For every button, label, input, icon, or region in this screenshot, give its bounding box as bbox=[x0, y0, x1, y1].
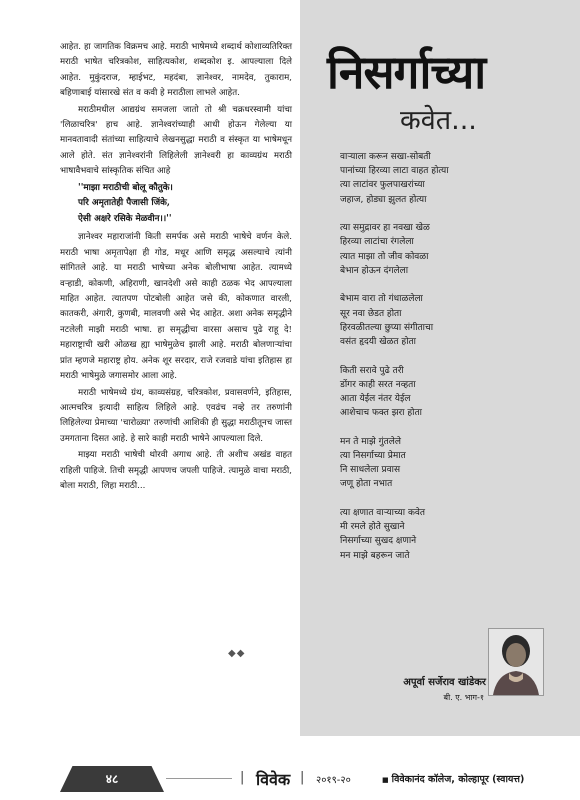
poem-line: त्या लाटांवर फुलपाखरांच्या bbox=[340, 180, 425, 191]
footer-separator: | bbox=[300, 770, 305, 785]
poem-stanza-6 bbox=[340, 506, 565, 563]
end-mark-icon: ◆◆ bbox=[228, 648, 246, 659]
magazine-year: २०१९-२० bbox=[316, 775, 351, 786]
author-name: अपूर्वा सर्जेराव खांडेकर bbox=[403, 677, 486, 688]
quoted-verse bbox=[78, 181, 292, 228]
poem-line: हिरव्या लाटांचा रंगलेला bbox=[340, 237, 414, 248]
poem-line: पानांच्या हिरव्या लाटा वाहत होत्या bbox=[340, 166, 449, 177]
poem-line: जणू होता नभात bbox=[340, 479, 393, 490]
article-paragraph-3: ज्ञानेश्वर महाराजांनी किती समर्पक असे मराठी भाषेचे वर्णन केले. मराठी भाषा अमृतापेक्षा ही गोड, मधूर आणि समृद्ध असल्याचे त्यांनी सांगितले आहे. या मराठी भाषेच्या अनेक बोलीभाषा आहेत. त्यामध्ये वऱ्हाडी, कोकणी, अहिराणी, खानदेशी असे काही ठळक भेद आपल्याला माहित आहेत. त्यातपण पोटबोली आहेत जसे की, कोकणात वारली, कातकरी, अंगारी, कुणबी, मालवणी असे भेद आहेत. अशा अनेक समृद्धीने नटलेली माझी मराठी भाषा. हा समृद्धीचा वारसा असाच पुढे राहू दे! महाराष्ट्राची खरी ओळख ह्या भाषेमुळेच झाली आहे. मराठी बोलणाऱ्यांचा प्रांत म्हणजे महाराष्ट्र होय. अनेक शूर सरदार, राजे रजवाडे यांचा इतिहास हा मराठी भाषेमुळे जगासमोर आला आहे. bbox=[60, 232, 292, 382]
poem-line: बेभाम वारा तो गंधाळलेला bbox=[340, 294, 423, 305]
article-paragraph-2: मराठीमधील आद्यग्रंथ समजला जातो तो श्री चक्रधरस्वामी यांचा 'लिळाचरित्र' हाच आहे. ज्ञानेश्वरांच्याही आधी होऊन गेलेल्या या मानवतावादी संतांच्या साहित्याचे लेखनसुद्धा मराठी व संस्कृत या भाषेमधून आले होते. संत ज्ञानेश्वरांनी लिहिलेली ज्ञानेश्वरी हा काव्यग्रंथ मराठी भाषावैभवाचे सांस्कृतिक संचित आहे bbox=[60, 104, 292, 177]
poem-line: सूर नवा छेडत होता bbox=[340, 308, 402, 319]
article-column bbox=[60, 40, 292, 495]
poem-line: निसर्गाच्या सुखद क्षणाने bbox=[340, 536, 417, 547]
college-label: विवेकानंद कॉलेज, कोल्हापूर (स्वायत्त) bbox=[391, 774, 525, 785]
poem-line: मन माझे बहरून जाते bbox=[340, 550, 410, 561]
article-paragraph-5: माझ्या मराठी भाषेची थोरवी अगाध आहे. ती अशीच अखंड वाहत राहिली पाहिजे. तिची समृद्धी आपणच जपली पाहिजे. त्यामुळे वाचा मराठी, बोला मराठी, लिहा मराठी... bbox=[60, 450, 292, 491]
poem-subtitle: कवेत... bbox=[400, 105, 477, 136]
footer-rule-left bbox=[166, 778, 232, 779]
poem-line: जहाज, होड्या झुलत होत्या bbox=[340, 194, 427, 205]
poem-line: त्यात माझा तो जीव कोवळा bbox=[340, 251, 429, 262]
verse-line-3: ऐसी अक्षरे रसिके मेळवीन।।'' bbox=[78, 213, 172, 224]
page-number: ४८ bbox=[105, 772, 119, 786]
poem-stanza-4 bbox=[340, 364, 565, 421]
author-class: बी. ए. भाग-१ bbox=[443, 693, 484, 702]
poem-line: डोंगर काही सरत नव्हता bbox=[340, 379, 416, 390]
poem-stanza-2 bbox=[340, 221, 565, 278]
article-paragraph-4: मराठी भाषेमध्ये ग्रंथ, काव्यसंग्रह, चरित्रकोश, प्रवासवर्णने, इतिहास, आत्मचरित्र इत्यादी साहित्य लिहिले आहे. एवढंच नव्हे तर तरुणांनी लिहिलेल्या प्रेमाच्या 'चारोळ्या' तरुणांची आशिकी ही सुद्धा मराठीतूनच जास्त उमगताना दिसत आहे. हे सारे काही मराठी भाषेने आपल्याला दिले. bbox=[60, 387, 292, 444]
poem-line: नि साधलेला प्रवास bbox=[340, 465, 401, 476]
poem-line: मी रमले होते सुखाने bbox=[340, 522, 405, 533]
poem-stanza-3 bbox=[340, 292, 565, 349]
article-paragraph-1: आहेत. हा जागतिक विक्रमच आहे. मराठी भाषेमध्ये शब्दार्थ कोशाव्यतिरिक्त मराठी भाषेत चरित्रकोश, साहित्यकोश, शब्दकोश इ. आपल्याला दिले आहेत. मुकुंदराज, म्हाईभट, महदंबा, ज्ञानेश्वर, नामदेव, तुकाराम, बहिणाबाई यांसारखे संत व कवी हे मराठीला लाभले आहेत. bbox=[60, 42, 292, 99]
poem-line: मन ते माझे गुंतलेले bbox=[340, 436, 402, 447]
poem-stanza-5 bbox=[340, 435, 565, 492]
college-name bbox=[382, 772, 524, 785]
poem-line: किती सरावे पुढे तरी bbox=[340, 365, 404, 376]
poem-line: त्या समुद्रावर हा नवखा खेळ bbox=[340, 223, 430, 234]
footer-separator: | bbox=[240, 770, 245, 785]
poem-stanza-1 bbox=[340, 150, 565, 207]
verse-line-1: ''माझा मराठीची बोलू कौतुके। bbox=[78, 182, 173, 193]
poem-line: त्या निसर्गाच्या प्रेमात bbox=[340, 451, 406, 462]
poem-line: आशेचाच फक्त झरा होता bbox=[340, 408, 422, 419]
poem-line: वाऱ्याला करून सखा-सोबती bbox=[340, 152, 431, 162]
poem-line: बेभान होऊन दंगलेला bbox=[340, 265, 409, 276]
author-avatar-icon bbox=[489, 629, 543, 695]
poem-line: हिरवळीतल्या छुप्या संगीताचा bbox=[340, 322, 434, 333]
bullet-icon: ■ bbox=[382, 776, 389, 784]
poem-body bbox=[340, 150, 565, 577]
poem-line: आता येईल नंतर येईल bbox=[340, 394, 411, 405]
magazine-name: विवेक bbox=[256, 770, 291, 789]
poem-title: निसर्गाच्या bbox=[327, 45, 486, 99]
poem-line: वसंत हृदयी खेळत होता bbox=[340, 337, 416, 348]
poem-line: त्या क्षणात वाऱ्याच्या कवेत bbox=[340, 508, 425, 519]
author-photo bbox=[488, 628, 544, 696]
verse-line-2: परि अमृतातेही पैजासी जिंके, bbox=[78, 198, 170, 209]
